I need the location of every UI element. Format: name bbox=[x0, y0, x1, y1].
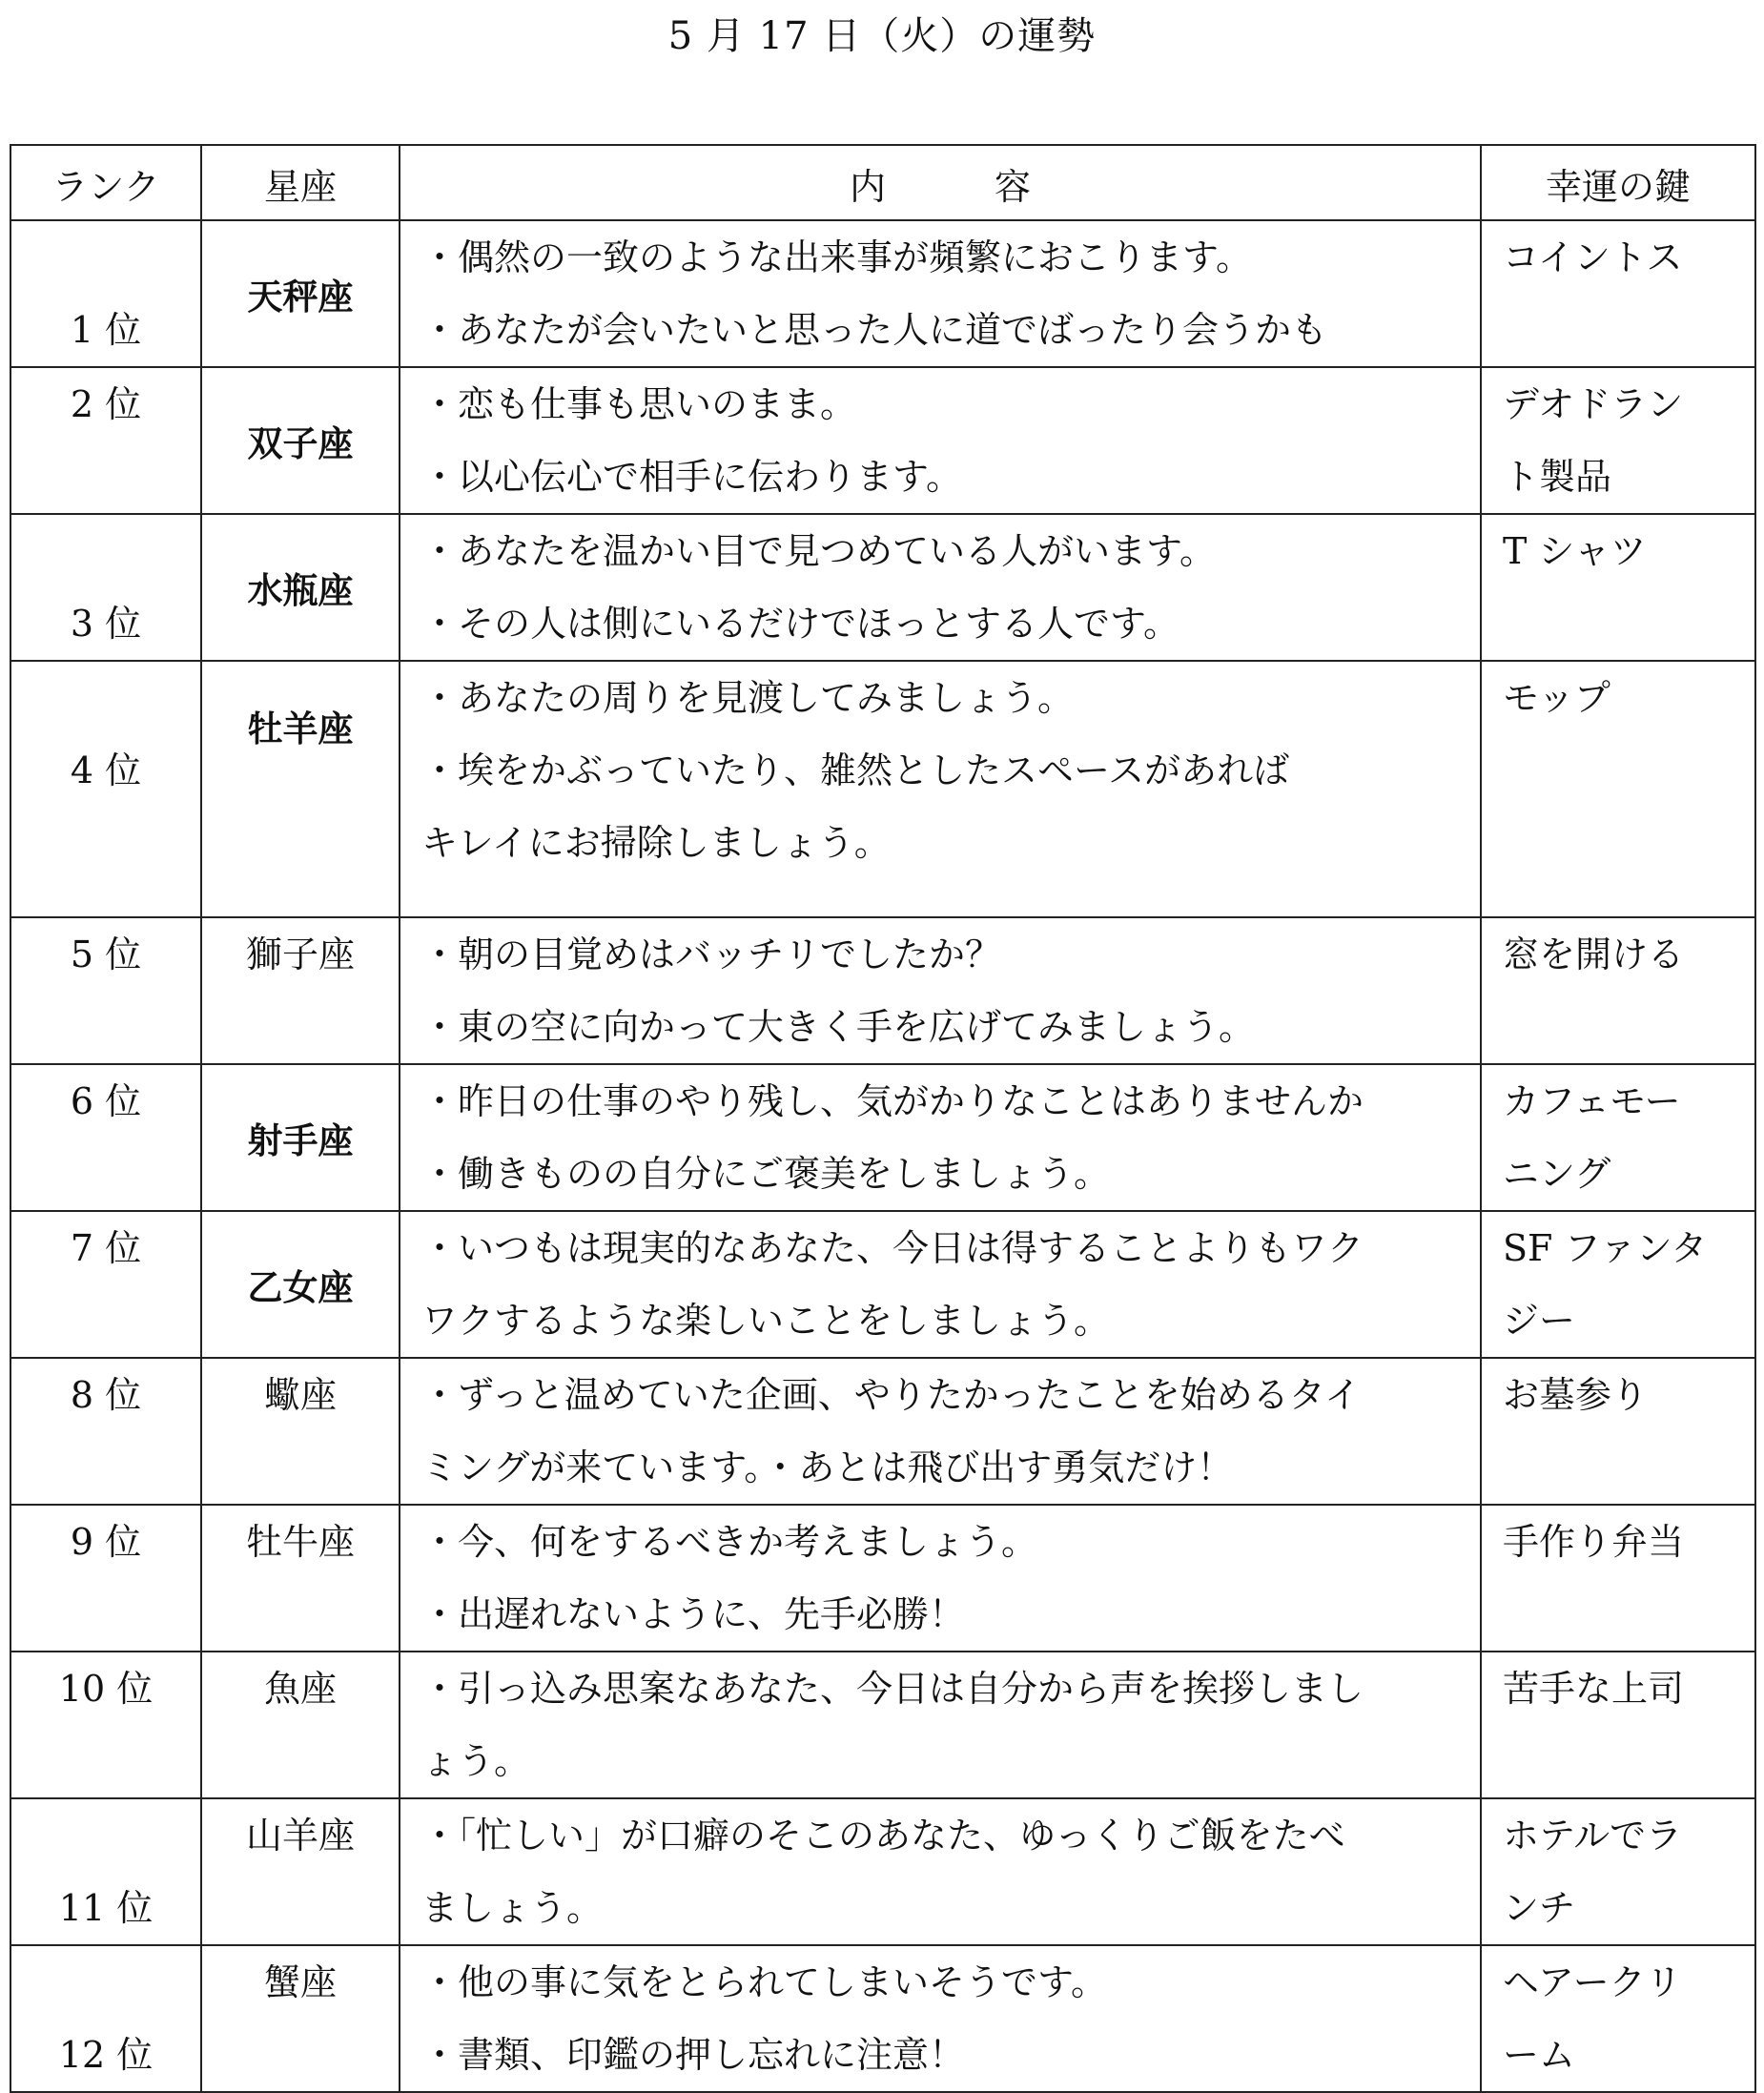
rank-text: 10 位 bbox=[58, 1668, 154, 1710]
key-cell bbox=[1481, 1652, 1755, 1798]
key-cell bbox=[1481, 1358, 1755, 1505]
content-line: ・出遅れないように、先手必勝！ bbox=[421, 1593, 966, 1635]
content-line: ・働きものの自分にご褒美をしましょう。 bbox=[421, 1153, 1111, 1195]
key-cell bbox=[1481, 1211, 1755, 1358]
content-line: ・恋も仕事も思いのまま。 bbox=[421, 383, 857, 425]
content-line: ・いつもは現実的なあなた、今日は得することよりもワク bbox=[421, 1227, 1364, 1269]
key-line: ジー bbox=[1503, 1300, 1576, 1342]
sign-cell: 射手座 bbox=[201, 1064, 400, 1211]
sign-cell: 乙女座 bbox=[201, 1211, 400, 1358]
header-key: 幸運の鍵 bbox=[1481, 145, 1755, 220]
key-line: 苦手な上司 bbox=[1503, 1668, 1685, 1710]
key-cell bbox=[1481, 917, 1755, 1064]
key-line: ヘアークリ bbox=[1503, 1961, 1682, 2003]
content-cell bbox=[400, 514, 1481, 661]
header-rank: ランク bbox=[10, 145, 201, 220]
rank-text: 8 位 bbox=[70, 1374, 142, 1416]
content-cell bbox=[400, 1798, 1481, 1945]
key-line: 手作り弁当 bbox=[1503, 1521, 1685, 1563]
rank-cell bbox=[10, 661, 201, 917]
key-line: カフェモー bbox=[1503, 1080, 1681, 1122]
rank-cell bbox=[10, 1945, 201, 2092]
rank-text: 11 位 bbox=[58, 1887, 154, 1929]
key-line: お墓参り bbox=[1503, 1374, 1649, 1416]
sign-cell: 蟹座 bbox=[201, 1945, 400, 2092]
sign-cell: 山羊座 bbox=[201, 1798, 400, 1945]
rank-cell bbox=[10, 220, 201, 367]
content-line: ・他の事に気をとられてしまいそうです。 bbox=[421, 1961, 1107, 2003]
content-cell bbox=[400, 1652, 1481, 1798]
content-line: ・埃をかぶっていたり、雑然としたスペースがあれば bbox=[421, 749, 1290, 791]
content-cell bbox=[400, 1358, 1481, 1505]
table-row bbox=[10, 367, 1755, 514]
content-line: ・今、何をするべきか考えましょう。 bbox=[421, 1521, 1038, 1563]
rank-cell bbox=[10, 1798, 201, 1945]
rank-text: 6 位 bbox=[70, 1080, 142, 1122]
rank-cell bbox=[10, 1358, 201, 1505]
table-row bbox=[10, 1064, 1755, 1211]
key-line: ーム bbox=[1503, 2034, 1576, 2076]
key-line: コイントス bbox=[1503, 236, 1683, 278]
rank-text: 3 位 bbox=[70, 603, 142, 645]
content-line: ・あなたの周りを見渡してみましょう。 bbox=[421, 677, 1075, 719]
content-line: ・その人は側にいるだけでほっとする人です。 bbox=[421, 603, 1179, 645]
header-sign: 星座 bbox=[201, 145, 400, 220]
key-line: 窓を開ける bbox=[1503, 934, 1685, 975]
table-row bbox=[10, 1211, 1755, 1358]
content-line: ましょう。 bbox=[421, 1887, 604, 1929]
key-line: ト製品 bbox=[1503, 456, 1612, 498]
key-cell bbox=[1481, 514, 1755, 661]
sign-cell: 天秤座 bbox=[201, 220, 400, 367]
key-cell bbox=[1481, 1064, 1755, 1211]
content-line: ミングが来ています。・あとは飛び出す勇気だけ！ bbox=[421, 1447, 1234, 1488]
table-header-row bbox=[10, 145, 1755, 220]
content-line: ・朝の目覚めはバッチリでしたか？ bbox=[421, 934, 1002, 975]
key-cell bbox=[1481, 1945, 1755, 2092]
sign-cell: 牡牛座 bbox=[201, 1505, 400, 1652]
page-title: 5 月 17 日（火）の運勢 bbox=[667, 14, 1097, 58]
key-line: デオドラン bbox=[1503, 383, 1684, 425]
content-line: ・引っ込み思案なあなた、今日は自分から声を挨拶しまし bbox=[421, 1668, 1364, 1710]
sign-cell: 獅子座 bbox=[201, 917, 400, 1064]
key-cell bbox=[1481, 1505, 1755, 1652]
table-row bbox=[10, 1652, 1755, 1798]
sign-cell: 魚座 bbox=[201, 1652, 400, 1798]
content-line: ・以心伝心で相手に伝わります。 bbox=[421, 456, 962, 498]
content-line: ・東の空に向かって大きく手を広げてみましょう。 bbox=[421, 1006, 1256, 1048]
key-cell bbox=[1481, 220, 1755, 367]
content-line: ・「忙しい」が口癖のそこのあなた、ゆっくりご飯をたべ bbox=[421, 1815, 1345, 1857]
table-row bbox=[10, 220, 1755, 367]
content-line: ・あなたが会いたいと思った人に道でばったり会うかも bbox=[421, 309, 1328, 351]
content-line: ・偶然の一致のような出来事が頻繁におこります。 bbox=[421, 236, 1252, 278]
table-row bbox=[10, 1358, 1755, 1505]
content-cell bbox=[400, 1945, 1481, 2092]
sign-cell: 蠍座 bbox=[201, 1358, 400, 1505]
table-row bbox=[10, 661, 1755, 917]
rank-text: 1 位 bbox=[70, 309, 142, 351]
content-cell bbox=[400, 220, 1481, 367]
table-row bbox=[10, 1798, 1755, 1945]
content-cell bbox=[400, 1064, 1481, 1211]
sign-cell: 双子座 bbox=[201, 367, 400, 514]
key-cell bbox=[1481, 661, 1755, 917]
key-cell bbox=[1481, 367, 1755, 514]
content-cell bbox=[400, 1505, 1481, 1652]
key-line: モップ bbox=[1503, 677, 1610, 719]
content-line: キレイにお掃除しましょう。 bbox=[421, 822, 891, 864]
content-line: ・書類、印鑑の押し忘れに注意！ bbox=[421, 2034, 966, 2076]
rank-text: 12 位 bbox=[58, 2034, 154, 2076]
content-cell bbox=[400, 1211, 1481, 1358]
rank-cell bbox=[10, 367, 201, 514]
rank-cell bbox=[10, 1064, 201, 1211]
table-row bbox=[10, 1505, 1755, 1652]
content-line: ワクするような楽しいことをしましょう。 bbox=[421, 1300, 1111, 1342]
rank-cell bbox=[10, 1505, 201, 1652]
rank-text: 2 位 bbox=[70, 383, 142, 425]
table-row bbox=[10, 1945, 1755, 2092]
content-line: ょう。 bbox=[421, 1740, 531, 1782]
rank-text: 9 位 bbox=[70, 1521, 142, 1563]
key-line: ンチ bbox=[1503, 1887, 1576, 1929]
sign-cell: 水瓶座 bbox=[201, 514, 400, 661]
content-cell bbox=[400, 367, 1481, 514]
content-cell bbox=[400, 661, 1481, 917]
rank-cell bbox=[10, 514, 201, 661]
rank-cell bbox=[10, 1652, 201, 1798]
header-content: 内 容 bbox=[400, 145, 1481, 220]
rank-text: 4 位 bbox=[70, 749, 142, 791]
sign-cell: 牡羊座 bbox=[201, 661, 400, 917]
rank-cell bbox=[10, 917, 201, 1064]
key-line: T シャツ bbox=[1503, 530, 1647, 572]
rank-text: 5 位 bbox=[70, 934, 142, 975]
content-cell bbox=[400, 917, 1481, 1064]
fortune-table bbox=[10, 144, 1756, 2093]
rank-cell bbox=[10, 1211, 201, 1358]
content-line: ・ずっと温めていた企画、やりたかったことを始めるタイ bbox=[421, 1374, 1361, 1416]
table-row bbox=[10, 514, 1755, 661]
content-line: ・あなたを温かい目で見つめている人がいます。 bbox=[421, 530, 1216, 572]
key-cell bbox=[1481, 1798, 1755, 1945]
table-row bbox=[10, 917, 1755, 1064]
key-line: ホテルでラ bbox=[1503, 1815, 1683, 1857]
rank-text: 7 位 bbox=[70, 1227, 142, 1269]
key-line: SF ファンタ bbox=[1503, 1227, 1708, 1269]
key-line: ニング bbox=[1503, 1153, 1611, 1195]
content-line: ・昨日の仕事のやり残し、気がかりなことはありませんか bbox=[421, 1080, 1364, 1122]
